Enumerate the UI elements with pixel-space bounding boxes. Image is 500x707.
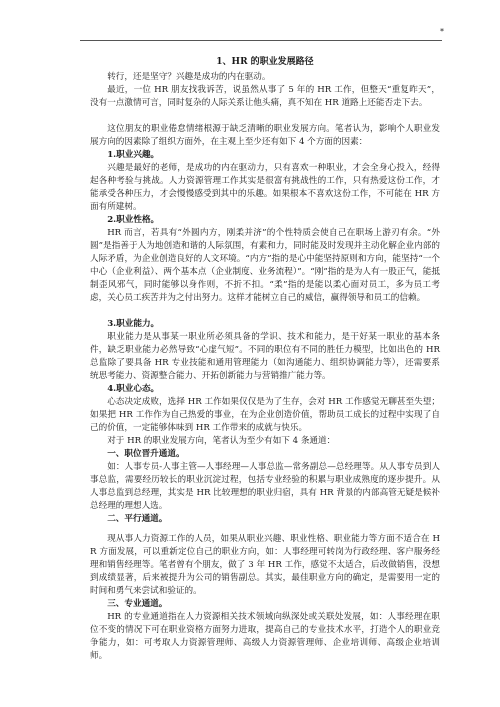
document-title: 1、HR 的职业发展路径 <box>216 57 314 67</box>
section-heading-interest: 1.职业兴趣。 <box>107 150 160 160</box>
intro-paragraph-2: 最近，一位 HR 朋友找我诉苦，说虽然从事了 5 年的 HR 工作，但整天“重复昨天”，没有一点激情可言，同时复杂的人际关系让他头痛，真不知在 HR 道路上还能否走下去。 <box>90 85 440 108</box>
header-rule <box>80 40 442 41</box>
transition-paragraph: 对于 HR 的职业发展方向，笔者认为至少有如下 4 条通道： <box>107 436 336 446</box>
section-body-personality: HR 而言，若具有“外圆内方，刚柔并济”的个性特质会使自己在职场上游刃有余。“外圆”是指善于人为地创造和谐的人际氛围，有素和力，同时能及时发现并主动化解企业内部的人际矛盾，为企业创造良好的人文环境。“内方”指的是心中能坚持原则和方向，能坚持“一个中心（企业利益）、两个基本点（企业制度、业务流程）”。“刚”指的是为人有一股正气，能抵制歪风邪气，同时能够以身作则，不折不扣。“柔”指的是能以柔心面对员工，多为员工考虑，关心员工疾苦并为之付出努力。这样才能树立自己的威信，赢得领导和员工的信赖。 <box>90 228 440 303</box>
path-body-professional: HR 的专业通道指在人力资源相关技术领域向纵深处或关联处发展，如：人事经理在职位不变的情况下可在职业资格方面努力进取，提高自己的专业技术水平，打造个人的职业竞争能力，如：可考取人力资源管理师、高级人力资源管理师、企业培训师、高级企业培训师。 <box>90 612 440 661</box>
document-body <box>90 56 440 663</box>
section-body-interest: 兴趣是最好的老师，是成功的内在驱动力，只有喜欢一种职业，才会全身心投入，经得起各种考验与挑战。人力资源管理工作其实是很富有挑战性的工作，只有热爱这份工作，才能承受各种压力，才会慢慢感受到其中的乐趣。如果根本不喜欢这份工作，不可能在 HR 方面有所建树。 <box>90 163 440 212</box>
header-mark: * <box>440 27 444 36</box>
section-heading-mindset: 4.职业心态。 <box>107 384 160 394</box>
path-heading-promotion: 一、职位晋升通道。 <box>107 449 185 459</box>
section-heading-personality: 2.职业性格。 <box>107 215 160 225</box>
section-body-ability: 职业能力是从事某一职业所必须具备的学识、技术和能力，是干好某一职业的基本条件，缺乏职业能力必然导致“心虚气短”。不同的职位有不同的胜任力模型，比如出色的 HR 总监除了要具备 HR 专业技能和通用管理能力（如沟通能力、组织协调能力等），还需要系统思考能力、资源整合能力、开拓创新能力与营销推广能力等。 <box>90 332 440 381</box>
intro-paragraph-3: 这位朋友的职业倦怠情绪根源于缺乏清晰的职业发展方向。笔者认为，影响个人职业发展方向的因素除了组织方面外，在主观上至少还有如下 4 个方面的因素： <box>90 124 440 147</box>
section-body-mindset: 心态决定成败，选择 HR 工作如果仅仅是为了生存，会对 HR 工作感觉无聊甚至失望；如果把 HR 工作作为自己热爱的事业，在为企业创造价值，帮助员工成长的过程中实现了自己的价值，一定能够体味到 HR 工作带来的成就与快乐。 <box>90 397 440 433</box>
path-body-promotion: 如：人事专员-人事主管—人事经理—人事总监—常务副总—总经理等。从人事专员到人事总监，需要经历较长的职业沉淀过程，包括专业经验的积累与职业成熟度的逐步提升。从人事总监到总经理，其实是 HR 比较理想的职业归宿，具有 HR 背景的内部高管无疑是候补总经理的理想人选。 <box>90 462 440 511</box>
path-body-parallel: 现从事人力资源工作的人员，如果从职业兴趣、职业性格、职业能力等方面不适合在 HR 方面发展，可以重新定位自己的职业方向，如：人事经理可转岗为行政经理、客户服务经理和销售经理等。笔者曾有个朋友，做了 3 年 HR 工作，感觉不太适合，后改做销售，没想到成绩显著，后来被提升为公司的销售副总。其实，最佳职业方向的确定，是需要用一定的时间和勇气来尝试和验证的。 <box>90 534 440 596</box>
path-heading-parallel: 二、平行通道。 <box>107 514 168 524</box>
section-heading-ability: 3.职业能力。 <box>107 319 160 329</box>
intro-paragraph-1: 转行，还是坚守？兴趣是成功的内在驱动。 <box>107 72 271 82</box>
path-heading-professional: 三、专业通道。 <box>107 599 168 609</box>
